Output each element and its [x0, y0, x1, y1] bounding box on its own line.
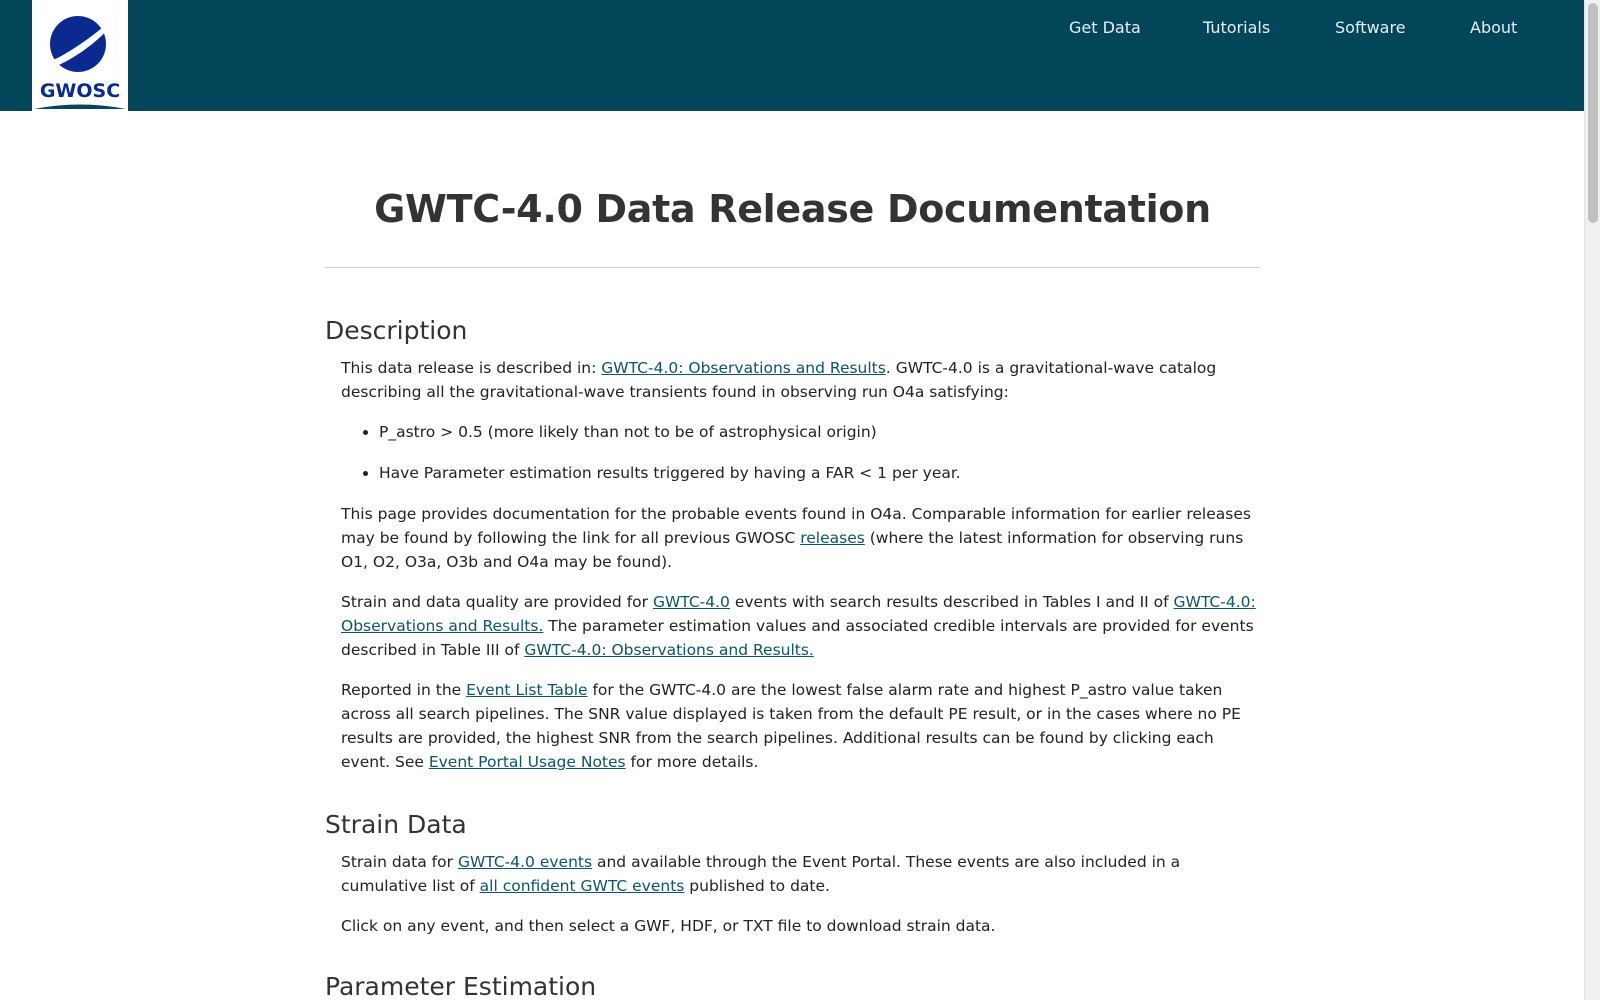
- strain-body: [341, 850, 1261, 938]
- text-span: published to date.: [684, 877, 830, 895]
- nav-software[interactable]: Software: [1335, 18, 1406, 37]
- page-scrollbar[interactable]: [1584, 0, 1600, 1000]
- text-span: This page provides documentation for the probable events found in O4a. Comparable information for earlier releases may be found by following the link for all previous GWOSC: [341, 505, 1251, 547]
- link-gwtc4[interactable]: GWTC-4.0: [652, 593, 730, 611]
- link-gwtc4-paper[interactable]: GWTC-4.0: Observations and Results: [601, 359, 886, 377]
- list-item: • Have Parameter estimation results triggered by having a FAR < 1 per year.: [379, 461, 1261, 485]
- link-gwtc4-events[interactable]: GWTC-4.0 events: [457, 853, 593, 871]
- criteria-list: [341, 420, 1261, 485]
- description-paragraph-4: [341, 678, 1261, 774]
- text-span: The parameter estimation values and associated credible intervals are provided for events described in Table III of: [341, 617, 1254, 659]
- description-paragraph-2: [341, 502, 1261, 574]
- description-body: [341, 356, 1261, 774]
- text-span: . GWTC-4.0 is a gravitational-wave catalog describing all the gravitational-wave transients found in observing run O4a satisfying:: [341, 359, 1217, 401]
- parameter-estimation-heading: Parameter Estimation: [325, 972, 597, 1001]
- nav-get-data[interactable]: Get Data: [1069, 18, 1141, 37]
- link-event-portal-notes[interactable]: Event Portal Usage Notes: [428, 753, 626, 771]
- link-gwtc4-paper-2[interactable]: GWTC-4.0: Observations and Results.: [341, 593, 1256, 635]
- strain-heading: Strain Data: [325, 810, 467, 839]
- text-span: for more details.: [625, 753, 759, 771]
- text-span: This data release is described in:: [341, 359, 602, 377]
- main-nav: [0, 17, 1585, 41]
- link-releases[interactable]: releases: [800, 529, 865, 547]
- text-span: Strain and data quality are provided for: [341, 593, 653, 611]
- nav-tutorials[interactable]: Tutorials: [1203, 18, 1271, 37]
- nav-about[interactable]: About: [1470, 18, 1518, 37]
- text-span: and available through the Event Portal. These events are also included in a cumulative list of: [341, 853, 1181, 895]
- logo-text: GWOSC: [39, 80, 121, 102]
- strain-paragraph-2: Click on any event, and then select a GWF, HDF, or TXT file to download strain data.: [341, 917, 996, 935]
- scrollbar-thumb[interactable]: [1588, 3, 1598, 223]
- link-event-list-table[interactable]: Event List Table: [466, 681, 588, 699]
- text-span: (where the latest information for observing runs O1, O2, O3a, O3b and O4a may be found).: [341, 529, 1244, 571]
- text-span: for the GWTC-4.0 are the lowest false alarm rate and highest P_astro value taken across all search pipelines. The SNR value displayed is taken from the default PE result, or in the cases where no PE results are provided, the highest SNR from the search pipelines. Additional results can be found by clicking each event. See: [341, 681, 1241, 771]
- text-span: events with search results described in Tables I and II of: [729, 593, 1174, 611]
- main-content: [325, 111, 1260, 1004]
- link-all-gwtc-events[interactable]: all confident GWTC events: [479, 877, 685, 895]
- strain-paragraph-1: [341, 850, 1261, 898]
- text-span: Reported in the: [341, 681, 467, 699]
- description-paragraph-1: [341, 356, 1261, 404]
- site-header: [0, 0, 1585, 111]
- description-heading: Description: [325, 316, 468, 345]
- list-item: • P_astro > 0.5 (more likely than not to be of astrophysical origin): [379, 420, 1261, 444]
- title-divider: [325, 267, 1260, 268]
- link-gwtc4-paper-3[interactable]: GWTC-4.0: Observations and Results.: [524, 641, 814, 659]
- text-span: Strain data for: [341, 853, 458, 871]
- page-title: GWTC-4.0 Data Release Documentation: [374, 187, 1211, 231]
- description-paragraph-3: [341, 590, 1261, 662]
